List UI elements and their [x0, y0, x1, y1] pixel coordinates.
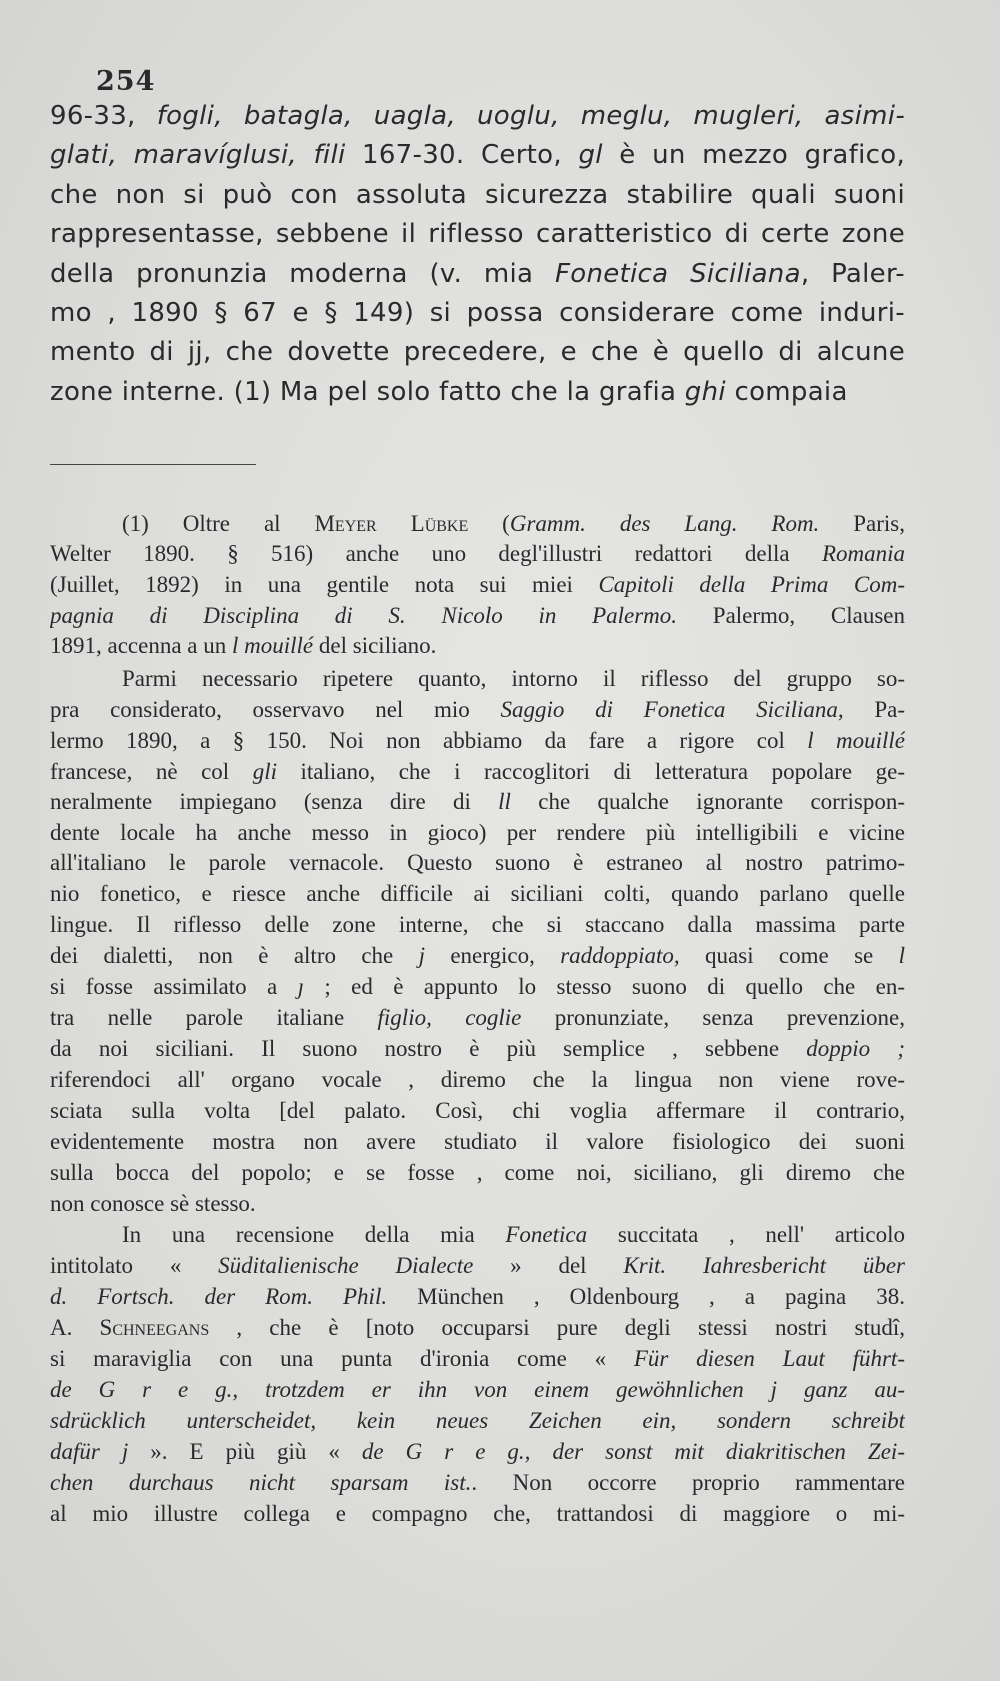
footnote-text-run: l [898, 943, 905, 968]
main-text-run: mento di jj, che dovette precedere, e che è quello di alcune [50, 337, 905, 367]
footnote-rule [50, 464, 256, 465]
footnote-text-run: de G r e g., trotzdem er ihn von einem gewöhnlichen j ganz au- [50, 1377, 905, 1402]
footnote-line [50, 1003, 905, 1033]
footnote-text-run: all'italiano le parole vernacole. Questo suono è estraneo al nostro patrimo- [50, 850, 905, 875]
main-text-run: è un mezzo grafico, [602, 140, 905, 170]
footnote-text-run: succitata , nell' articolo [587, 1222, 905, 1247]
footnote-text-run: Paris, [819, 511, 905, 536]
footnote-line [50, 879, 905, 909]
footnote-line [50, 972, 905, 1002]
main-line [50, 374, 905, 410]
main-text-run: che non si può con assoluta sicurezza stabilire quali suoni [50, 180, 905, 210]
footnote-text-run: (Juillet, 1892) in una gentile nota sui miei [50, 572, 599, 597]
footnote-text-run: A. [50, 1315, 100, 1340]
footnote-text-run: chen durchaus nicht sparsam ist. [50, 1470, 472, 1495]
footnote-line [122, 664, 905, 694]
main-text-run: , Paler- [800, 259, 905, 289]
footnote-text-run: 1891, accenna a un [50, 633, 233, 658]
main-text-run: fogli, batagla, uagla, uoglu, meglu, mugleri, asimi- [156, 101, 905, 131]
footnote-text-run: Capitoli della Prima Com- [598, 572, 905, 597]
footnote-text-run: francese, nè col [50, 759, 253, 784]
footnote-line [50, 1065, 905, 1095]
footnote-text-run: dafür j [50, 1439, 129, 1464]
footnote-text-run: si fosse assimilato a [50, 974, 298, 999]
footnote-text-run: (1) Oltre al [122, 511, 315, 536]
footnote-text-run: sulla bocca del popolo; e se fosse , come noi, siciliano, gli diremo che [50, 1160, 905, 1185]
footnote-line [50, 818, 905, 848]
footnote-text-run: si maraviglia con una punta d'ironia come « [50, 1346, 634, 1371]
footnote-text-run: Saggio di Fonetica Siciliana, [500, 697, 844, 722]
footnote-text-run: sdrücklich unterscheidet, kein neues Zeichen ein, sondern schreibt [50, 1408, 905, 1433]
footnote-line [50, 1251, 905, 1281]
footnote-text-run: Fonetica [505, 1222, 588, 1247]
footnote-line [50, 1158, 905, 1188]
footnote-text-run: Welter 1890. § 516) anche uno degl'illustri redattori della [50, 541, 822, 566]
footnote-text-run: da noi siciliani. Il suono nostro è più semplice , sebbene [50, 1036, 807, 1061]
footnote-line [50, 787, 905, 817]
footnote-text-run: che qualche ignorante corrispon- [510, 789, 905, 814]
main-text-run: Fonetica Siciliana [554, 259, 801, 289]
footnote-text-run: ». E più giù « [128, 1439, 362, 1464]
footnote-text-run: energico, [424, 943, 561, 968]
footnote-line [50, 1406, 905, 1436]
footnote-text-run: Meyer Lübke [314, 511, 469, 536]
footnote-line [50, 601, 905, 631]
footnote-text-run: l mouillé [232, 633, 314, 658]
footnote-line [50, 539, 905, 569]
footnote-text-run: ; ed è appunto lo stesso suono di quello che en- [303, 974, 905, 999]
footnote-text-run: al mio illustre collega e compagno che, trattandosi di maggiore o mi- [50, 1501, 905, 1526]
footnote-line [50, 1375, 905, 1405]
main-line [50, 216, 905, 252]
footnote-text-run: j [418, 943, 425, 968]
main-line [50, 98, 905, 134]
footnote-text-run: neralmente impiegano (senza dire di [50, 789, 499, 814]
main-line [50, 295, 905, 331]
footnote-line [50, 631, 905, 661]
main-text-run: compaia [725, 377, 848, 407]
footnote-text-run: doppio ; [806, 1036, 905, 1061]
footnote-line [122, 1220, 905, 1250]
footnote-text-run: Pa- [843, 697, 905, 722]
footnote-text-run: d. Fortsch. der Rom. Phil. [50, 1284, 388, 1309]
footnote-text-run: dei dialetti, non è altro che [50, 943, 419, 968]
footnote-text-run: quasi come se [679, 943, 899, 968]
main-text-run: zone interne. (1) Ma pel solo fatto che la grafia [50, 377, 685, 407]
footnote-text-run: intitolato « [50, 1253, 219, 1278]
main-line [50, 177, 905, 213]
footnote-text-run: riferendoci all' organo vocale , diremo che la lingua non viene rove- [50, 1067, 905, 1092]
main-text-run: della pronunzia moderna (v. mia [50, 259, 555, 289]
footnote-line [50, 695, 905, 725]
footnote-text-run: dente locale ha anche messo in gioco) per rendere più intelligibili e vicine [50, 820, 905, 845]
main-line [50, 137, 905, 173]
footnote-text-run: Palermo, Clausen [677, 603, 905, 628]
page-number: 254 [96, 66, 156, 97]
footnote-text-run: tra nelle parole italiane [50, 1005, 378, 1030]
main-line [50, 256, 905, 292]
footnote-text-run: italiano, che i raccoglitori di letteratura popolare ge- [276, 759, 905, 784]
footnote-text-run: München , Oldenbourg , a pagina 38. [387, 1284, 905, 1309]
main-text-run: gl [578, 140, 603, 170]
footnote-text-run: In una recensione della mia [122, 1222, 506, 1247]
footnote-text-run: sciata sulla volta [del palato. Così, chi voglia affermare il contrario, [50, 1098, 905, 1123]
footnote-text-run: lingue. Il riflesso delle zone interne, che si staccano dalla massima parte [50, 912, 905, 937]
footnote-text-run: gli [252, 759, 277, 784]
footnote-text-run: » del [473, 1253, 624, 1278]
footnote-line [50, 1127, 905, 1157]
footnote-text-run: Romania [821, 541, 905, 566]
footnote-text-run: Schneegans [99, 1315, 210, 1340]
footnote-text-run: ȷ [297, 974, 304, 999]
footnote-line [50, 1468, 905, 1498]
footnote-text-run: del siciliano. [313, 633, 437, 658]
footnote-text-run: . Non occorre proprio rammentare [471, 1470, 905, 1495]
footnote-text-run: de G r e g., der sonst mit diakritischen Zei- [361, 1439, 905, 1464]
footnote-text-run: pagnia di Disciplina di S. Nicolo in Palermo. [50, 603, 678, 628]
footnote-line [50, 1282, 905, 1312]
footnote-text-run: lermo 1890, a § 150. Noi non abbiamo da fare a rigore col [50, 728, 808, 753]
footnote-line [50, 1189, 905, 1219]
footnote-line [50, 1344, 905, 1374]
footnote-text-run: Parmi necessario ripetere quanto, intorno il riflesso del gruppo so- [122, 666, 905, 691]
footnote-line [50, 757, 905, 787]
footnote-line [50, 1437, 905, 1467]
footnote-line [50, 726, 905, 756]
footnote-text-run: ( [468, 511, 510, 536]
footnote-text-run: l mouillé [807, 728, 905, 753]
footnote-line [50, 1034, 905, 1064]
footnote-text-run: ll [498, 789, 511, 814]
footnote-text-run: , che è [noto occuparsi pure degli stessi nostri studî, [209, 1315, 905, 1340]
footnote-text-run: Für diesen Laut führt- [633, 1346, 905, 1371]
footnote-text-run: non conosce sè stesso. [50, 1191, 256, 1216]
main-text-run: glati, maravíglusi, fili [50, 140, 346, 170]
main-line [50, 334, 905, 370]
footnote-line [50, 1499, 905, 1529]
main-text-run: 167-30. Certo, [345, 140, 579, 170]
footnote-text-run: Süditalienische Dialecte [218, 1253, 474, 1278]
footnote-text-run: pra considerato, osservavo nel mio [50, 697, 501, 722]
footnote-text-run: Gramm. des Lang. Rom. [509, 511, 820, 536]
footnote-line [50, 1096, 905, 1126]
footnote-line [50, 1313, 905, 1343]
footnote-line [50, 570, 905, 600]
main-text-run: mo , 1890 § 67 e § 149) si possa considerare come induri- [50, 298, 905, 328]
main-text-run: rappresentasse, sebbene il riflesso caratteristico di certe zone [50, 219, 905, 249]
main-text-run: ghi [684, 377, 726, 407]
footnote-text-run: pronunziate, senza prevenzione, [521, 1005, 905, 1030]
footnote-text-run: Krit. Iahresbericht über [623, 1253, 905, 1278]
footnote-text-run: nio fonetico, e riesce anche difficile ai siciliani colti, quando parlano quelle [50, 881, 905, 906]
footnote-text-run: raddoppiato, [560, 943, 680, 968]
footnote-line [50, 910, 905, 940]
footnote-line [50, 848, 905, 878]
footnote-line [50, 941, 905, 971]
footnote-text-run: evidentemente mostra non avere studiato il valore fisiologico dei suoni [50, 1129, 905, 1154]
footnote-line [122, 509, 905, 539]
main-text-run: 96-33, [50, 101, 157, 131]
footnote-text-run: figlio, coglie [377, 1005, 522, 1030]
